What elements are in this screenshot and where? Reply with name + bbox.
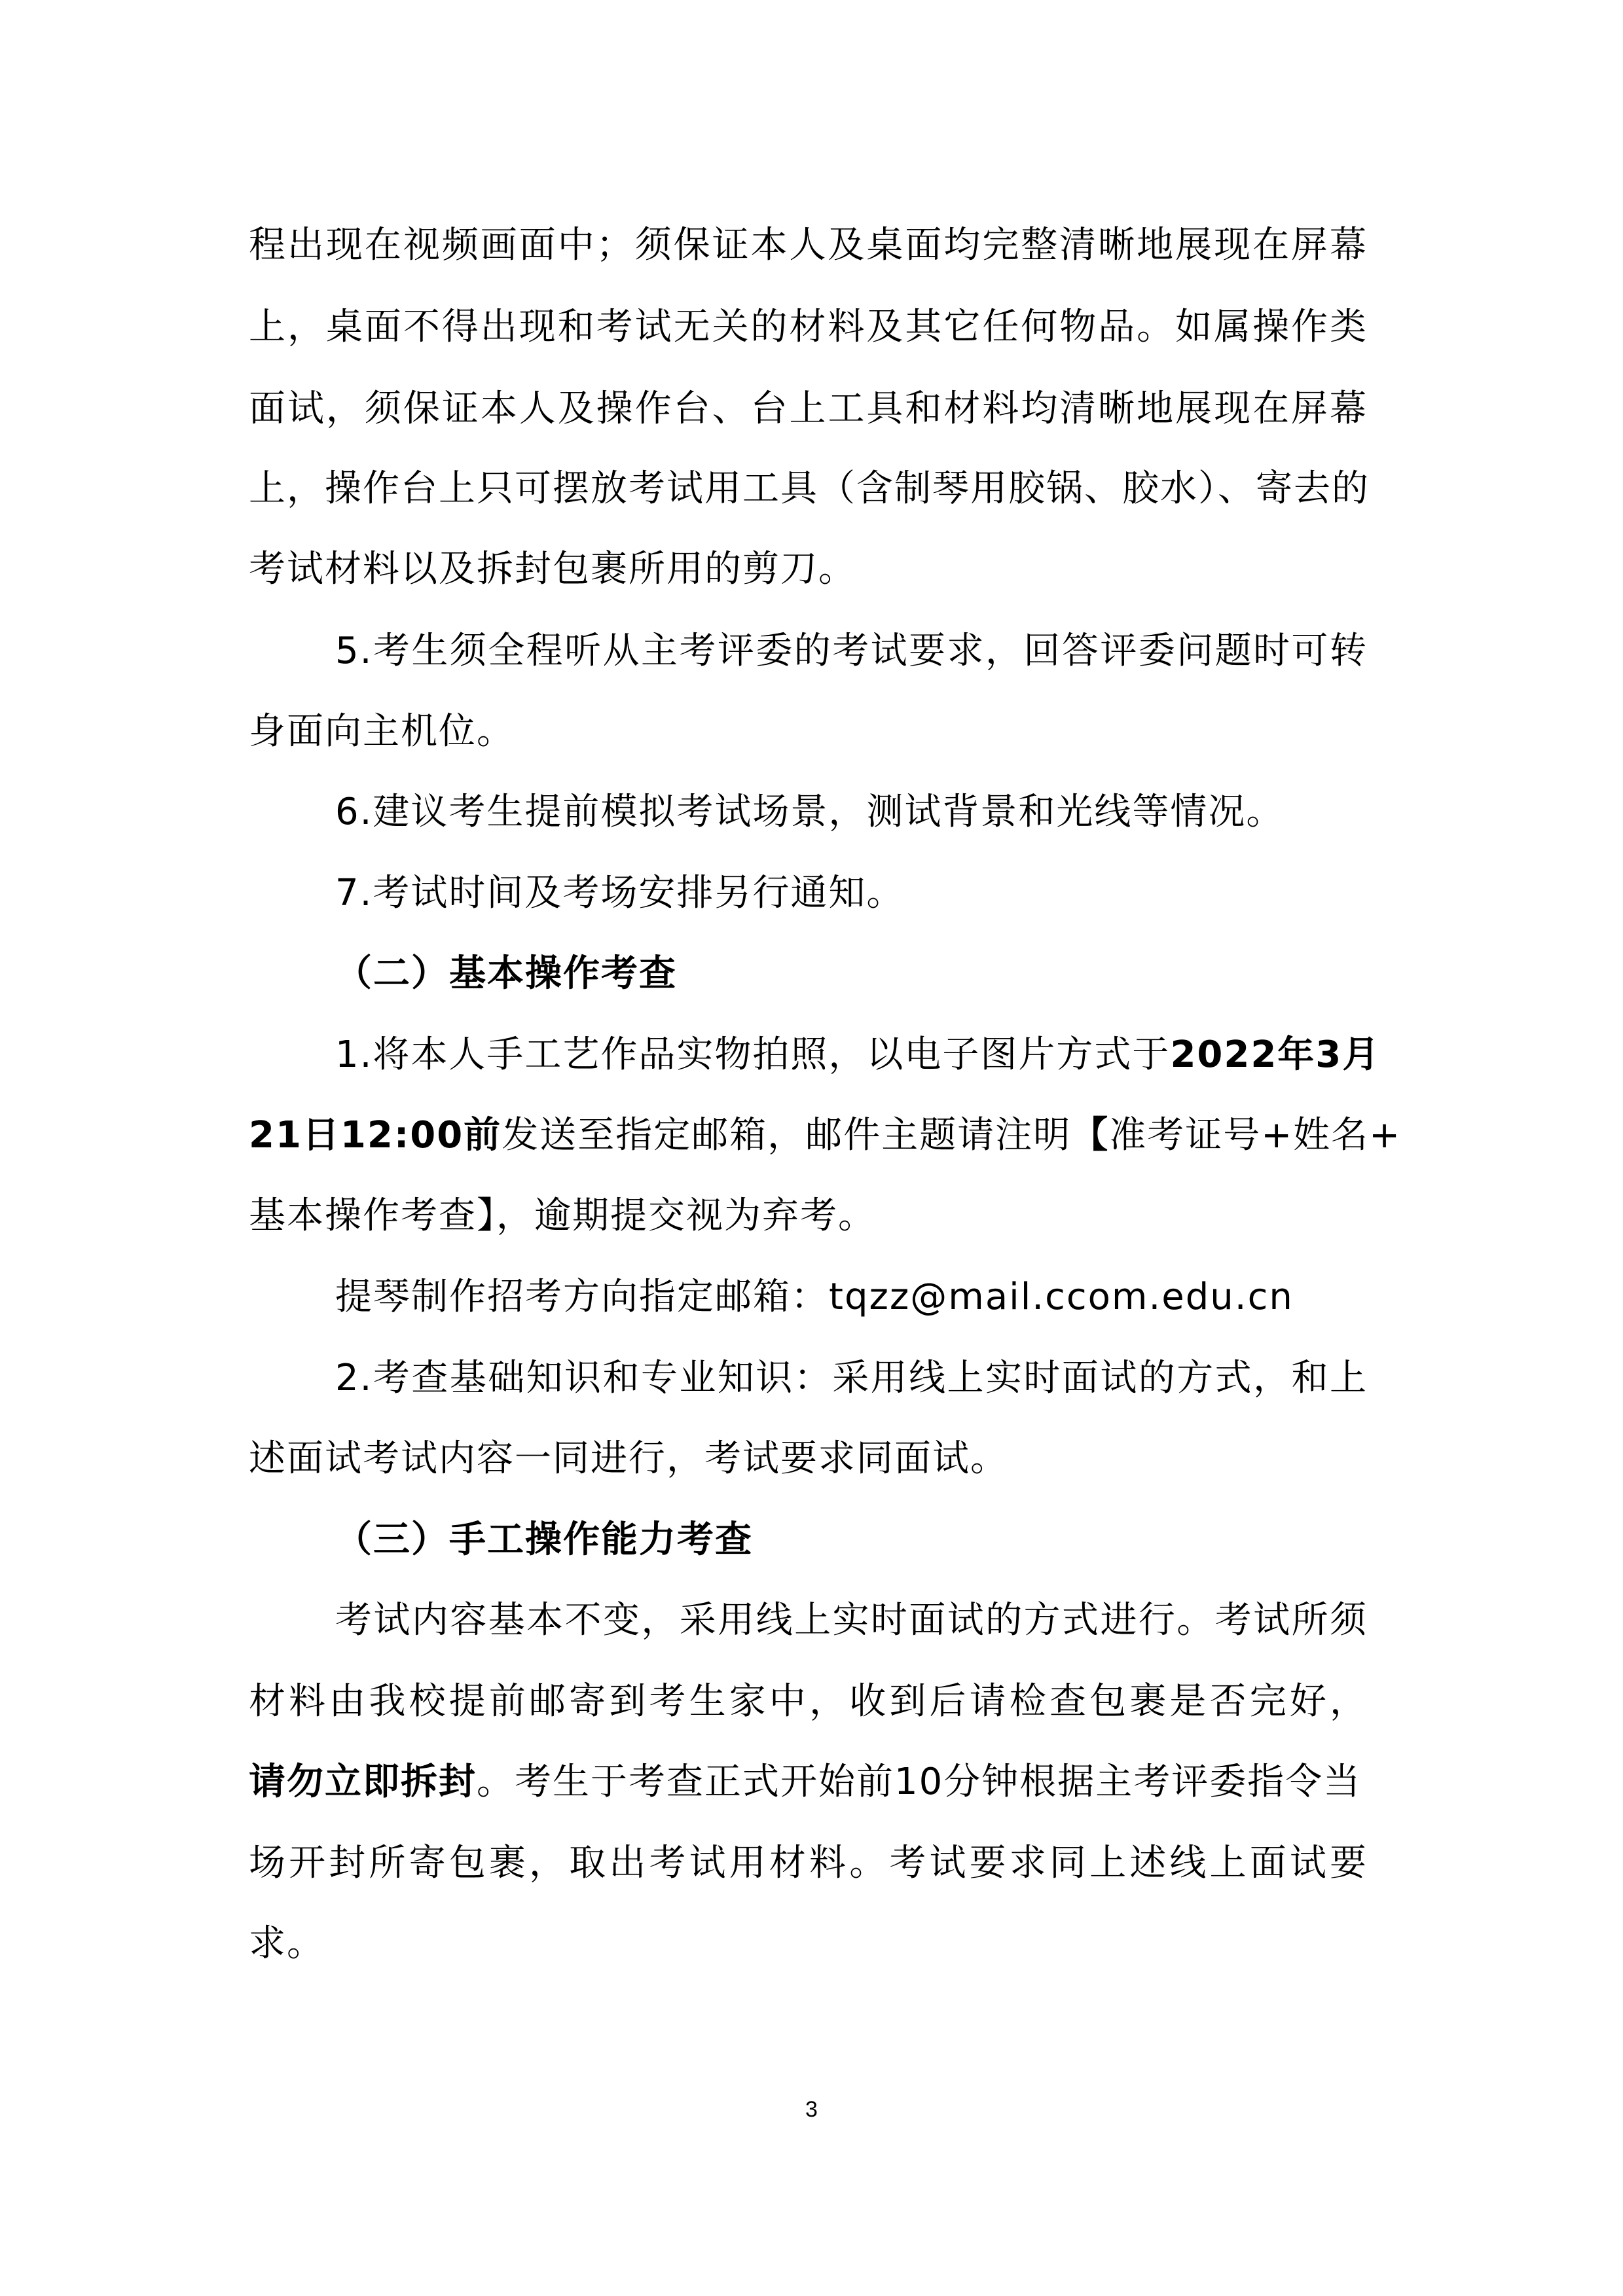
text-line: 场开封所寄包裹，取出考试用材料。考试要求同上述线上面试要 [249,1842,1368,1884]
paragraph-line [0,223,1623,268]
text-line: 述面试考试内容一同进行，考试要求同面试。 [249,1437,1008,1480]
paragraph-line [0,1679,1623,1725]
text-line[interactable]: 提琴制作招考方向指定邮箱：tqzz@mail.ccom.edu.cn [335,1276,1294,1318]
text-line: 身面向主机位。 [249,710,515,753]
text-line: 考试内容基本不变，采用线上实时面试的方式进行。考试所须 [335,1599,1368,1641]
text-line: 1.将本人手工艺作品实物拍照，以电子图片方式于 [335,1033,1171,1076]
text-line: 5.考生须全程听从主考评委的考试要求，回答评委问题时可转 [335,630,1368,672]
paragraph-line [0,466,1623,512]
paragraph-line [0,870,1623,916]
bold-warning: 请勿立即拆封 [249,1761,477,1803]
paragraph-line [0,547,1623,592]
text-line: 】，逾期提交视为弃考。 [477,1194,876,1237]
paragraph-line [0,1193,1623,1239]
text-line: 程出现在视频画面中；须保证本人及桌面均完整清晰地展现在屏幕 [249,224,1368,266]
text-line: 求。 [249,1922,325,1965]
bold-date: 2022年3月 [1170,1033,1381,1076]
paragraph-line [0,1436,1623,1482]
paragraph-line [0,1113,1623,1158]
paragraph-line [0,386,1623,432]
text-line: 发送至指定邮箱，邮件主题请注明 [501,1114,1072,1157]
text-line: 材料由我校提前邮寄到考生家中，收到后请检查包裹是否完好， [249,1680,1368,1723]
paragraph-line [0,709,1623,755]
paragraph-line [0,789,1623,835]
paragraph-line [0,1921,1623,1967]
text-line: 基本操作考查 [249,1194,477,1237]
paragraph-line [0,628,1623,674]
text-line: 准考证号+姓名+ [1109,1114,1402,1157]
text-line: 上，桌面不得出现和考试无关的材料及其它任何物品。如属操作类 [249,306,1368,348]
text-line: 。考生于考查正式开始前10分钟根据主考评委指令当 [477,1761,1362,1803]
text-line: 2.考查基础知识和专业知识：采用线上实时面试的方式，和上 [335,1357,1368,1399]
paragraph-line [0,1355,1623,1401]
text-line: 上，操作台上只可摆放考试用工具（含制琴用胶锅、胶水）、寄去的 [249,467,1370,510]
section-heading [0,951,1623,997]
text-line: 面试，须保证本人及操作台、台上工具和材料均清晰地展现在屏幕 [249,387,1368,430]
paragraph-line [0,1032,1623,1078]
paragraph-line [0,1598,1623,1643]
paragraph-line [0,1840,1623,1886]
text-line: 7.考试时间及考场安排另行通知。 [335,872,905,914]
section-heading [0,1517,1623,1563]
text-line: 考试材料以及拆封包裹所用的剪刀。 [249,548,856,590]
paragraph-line [0,1759,1623,1805]
bold-bracket: 【 [1071,1114,1110,1157]
text-line: 6.建议考生提前模拟考试场景，测试背景和光线等情况。 [335,791,1285,833]
paragraph-line [0,304,1623,350]
heading-text: （二）基本操作考查 [335,952,677,995]
heading-text: （三）手工操作能力考查 [335,1518,753,1561]
bold-deadline: 21日12:00前 [249,1114,502,1157]
email-line [0,1274,1623,1320]
page-number: 3 [805,2097,818,2122]
